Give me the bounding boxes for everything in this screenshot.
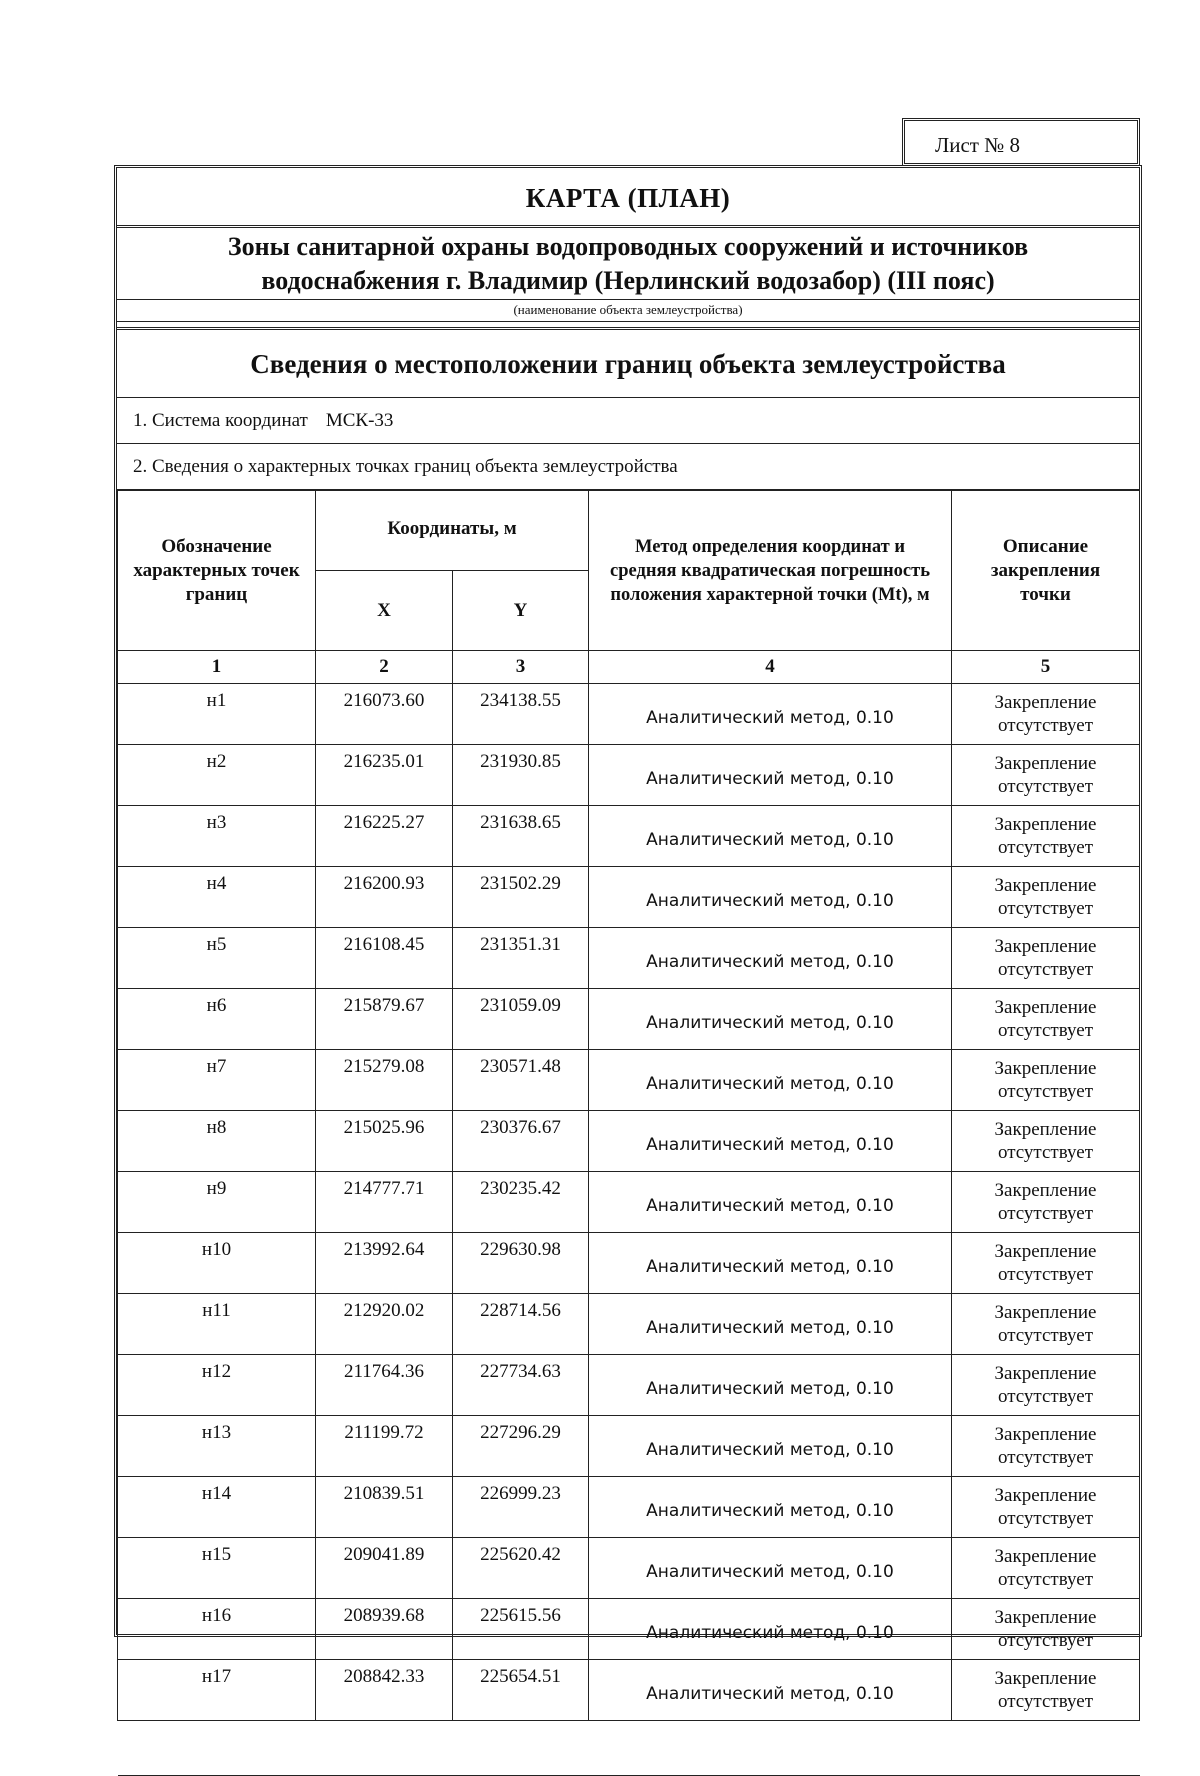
table-row [118, 1599, 1140, 1660]
points-table-body [118, 684, 1140, 1776]
point-id: н16 [118, 1599, 316, 1660]
point-id: н6 [118, 989, 316, 1050]
method: Аналитический метод, 0.10 [589, 1233, 952, 1294]
coord-y: 225615.56 [453, 1599, 589, 1660]
fixing: Закрепление отсутствует [952, 1233, 1140, 1294]
fixing: Закрепление отсутствует [952, 1294, 1140, 1355]
coord-x: 216108.45 [316, 928, 453, 989]
coord-y: 231638.65 [453, 806, 589, 867]
fixing: Закрепление отсутствует [952, 989, 1140, 1050]
point-id: н5 [118, 928, 316, 989]
point-id: н1 [118, 684, 316, 745]
method: Аналитический метод, 0.10 [589, 989, 952, 1050]
coord-x: 215879.67 [316, 989, 453, 1050]
coord-x: 210839.51 [316, 1477, 453, 1538]
point-id: н2 [118, 745, 316, 806]
coord-y: 227734.63 [453, 1355, 589, 1416]
point-id: н4 [118, 867, 316, 928]
point-id: н8 [118, 1111, 316, 1172]
coord-x: 216225.27 [316, 806, 453, 867]
empty-row [118, 1721, 1140, 1776]
coord-x: 215279.08 [316, 1050, 453, 1111]
coordinate-system [117, 398, 1139, 444]
fixing: Закрепление отсутствует [952, 806, 1140, 867]
method: Аналитический метод, 0.10 [589, 1416, 952, 1477]
method: Аналитический метод, 0.10 [589, 1660, 952, 1721]
coord-x: 208939.68 [316, 1599, 453, 1660]
coord-y: 234138.55 [453, 684, 589, 745]
method: Аналитический метод, 0.10 [589, 684, 952, 745]
fixing: Закрепление отсутствует [952, 867, 1140, 928]
document-title: КАРТА (ПЛАН) [117, 168, 1139, 228]
coord-y: 225620.42 [453, 1538, 589, 1599]
coord-y: 228714.56 [453, 1294, 589, 1355]
table-row [118, 928, 1140, 989]
fixing: Закрепление отсутствует [952, 1599, 1140, 1660]
fixing: Закрепление отсутствует [952, 1538, 1140, 1599]
point-id: н9 [118, 1172, 316, 1233]
fixing: Закрепление отсутствует [952, 1660, 1140, 1721]
method: Аналитический метод, 0.10 [589, 806, 952, 867]
table-row [118, 1233, 1140, 1294]
header-coordinates: Координаты, м [316, 491, 589, 571]
object-name-line-2: водоснабжения г. Владимир (Нерлинский водозабор) (III пояс) [261, 266, 995, 295]
section-title: Сведения о местоположении границ объекта землеустройства [117, 330, 1139, 398]
method: Аналитический метод, 0.10 [589, 1355, 952, 1416]
method: Аналитический метод, 0.10 [589, 1172, 952, 1233]
point-id: н11 [118, 1294, 316, 1355]
fixing: Закрепление отсутствует [952, 745, 1140, 806]
fixing: Закрепление отсутствует [952, 1416, 1140, 1477]
table-row [118, 806, 1140, 867]
divider [117, 322, 1139, 330]
column-number: 3 [453, 651, 589, 684]
coord-x: 213992.64 [316, 1233, 453, 1294]
table-row [118, 1050, 1140, 1111]
fixing: Закрепление отсутствует [952, 1355, 1140, 1416]
table-row [118, 1538, 1140, 1599]
table-row [118, 1660, 1140, 1721]
coord-y: 231059.09 [453, 989, 589, 1050]
coord-y: 225654.51 [453, 1660, 589, 1721]
coord-x: 212920.02 [316, 1294, 453, 1355]
point-id: н15 [118, 1538, 316, 1599]
object-name-line-1: Зоны санитарной охраны водопроводных сооружений и источников [227, 232, 1029, 261]
fixing: Закрепление отсутствует [952, 928, 1140, 989]
coord-x: 216235.01 [316, 745, 453, 806]
point-id: н17 [118, 1660, 316, 1721]
header-designation: Обозначение характерных точек границ [118, 491, 316, 651]
table-row [118, 867, 1140, 928]
fixing: Закрепление отсутствует [952, 1477, 1140, 1538]
coord-x: 214777.71 [316, 1172, 453, 1233]
coord-y: 230571.48 [453, 1050, 589, 1111]
coord-y: 231930.85 [453, 745, 589, 806]
coordinate-system-label: 1. Система координат [133, 410, 308, 431]
coord-y: 230235.42 [453, 1172, 589, 1233]
column-number: 1 [118, 651, 316, 684]
method: Аналитический метод, 0.10 [589, 745, 952, 806]
point-id: н12 [118, 1355, 316, 1416]
table-row [118, 1416, 1140, 1477]
coordinate-system-value: МСК-33 [325, 410, 394, 431]
coord-x: 216073.60 [316, 684, 453, 745]
coord-x: 211199.72 [316, 1416, 453, 1477]
column-number: 4 [589, 651, 952, 684]
fixing: Закрепление отсутствует [952, 684, 1140, 745]
coord-y: 227296.29 [453, 1416, 589, 1477]
method: Аналитический метод, 0.10 [589, 928, 952, 989]
method: Аналитический метод, 0.10 [589, 1538, 952, 1599]
object-caption: (наименование объекта землеустройства) [117, 300, 1139, 322]
coord-x: 209041.89 [316, 1538, 453, 1599]
point-id: н13 [118, 1416, 316, 1477]
point-id: н7 [118, 1050, 316, 1111]
header-method: Метод определения координат и средняя квадратическая погрешность положения характерной точки (Mt), м [589, 491, 952, 651]
table-row [118, 1172, 1140, 1233]
table-row [118, 1294, 1140, 1355]
fixing: Закрепление отсутствует [952, 1050, 1140, 1111]
coord-y: 229630.98 [453, 1233, 589, 1294]
header-y: Y [453, 571, 589, 651]
table-row [118, 1111, 1140, 1172]
points-table [117, 490, 1140, 1776]
object-name [117, 228, 1139, 300]
coord-y: 230376.67 [453, 1111, 589, 1172]
table-row [118, 989, 1140, 1050]
coord-x: 211764.36 [316, 1355, 453, 1416]
point-id: н14 [118, 1477, 316, 1538]
table-row [118, 1355, 1140, 1416]
table-row [118, 1477, 1140, 1538]
sheet-number: Лист № 8 [935, 133, 1021, 157]
coord-y: 231502.29 [453, 867, 589, 928]
coord-y: 231351.31 [453, 928, 589, 989]
method: Аналитический метод, 0.10 [589, 1294, 952, 1355]
method: Аналитический метод, 0.10 [589, 1050, 952, 1111]
empty-cell [118, 1721, 1140, 1776]
coord-x: 208842.33 [316, 1660, 453, 1721]
coord-x: 216200.93 [316, 867, 453, 928]
sheet-number-box [902, 118, 1140, 166]
points-heading: 2. Сведения о характерных точках границ объекта землеустройства [117, 444, 1139, 490]
coord-x: 215025.96 [316, 1111, 453, 1172]
coord-y: 226999.23 [453, 1477, 589, 1538]
fixing: Закрепление отсутствует [952, 1172, 1140, 1233]
table-row [118, 745, 1140, 806]
point-id: н10 [118, 1233, 316, 1294]
column-number: 2 [316, 651, 453, 684]
document-frame [114, 165, 1142, 1712]
point-id: н3 [118, 806, 316, 867]
column-number: 5 [952, 651, 1140, 684]
method: Аналитический метод, 0.10 [589, 867, 952, 928]
header-fixing: Описание закрепления точки [952, 491, 1140, 651]
method: Аналитический метод, 0.10 [589, 1111, 952, 1172]
method: Аналитический метод, 0.10 [589, 1599, 952, 1660]
header-x: X [316, 571, 453, 651]
table-row [118, 684, 1140, 745]
method: Аналитический метод, 0.10 [589, 1477, 952, 1538]
fixing: Закрепление отсутствует [952, 1111, 1140, 1172]
